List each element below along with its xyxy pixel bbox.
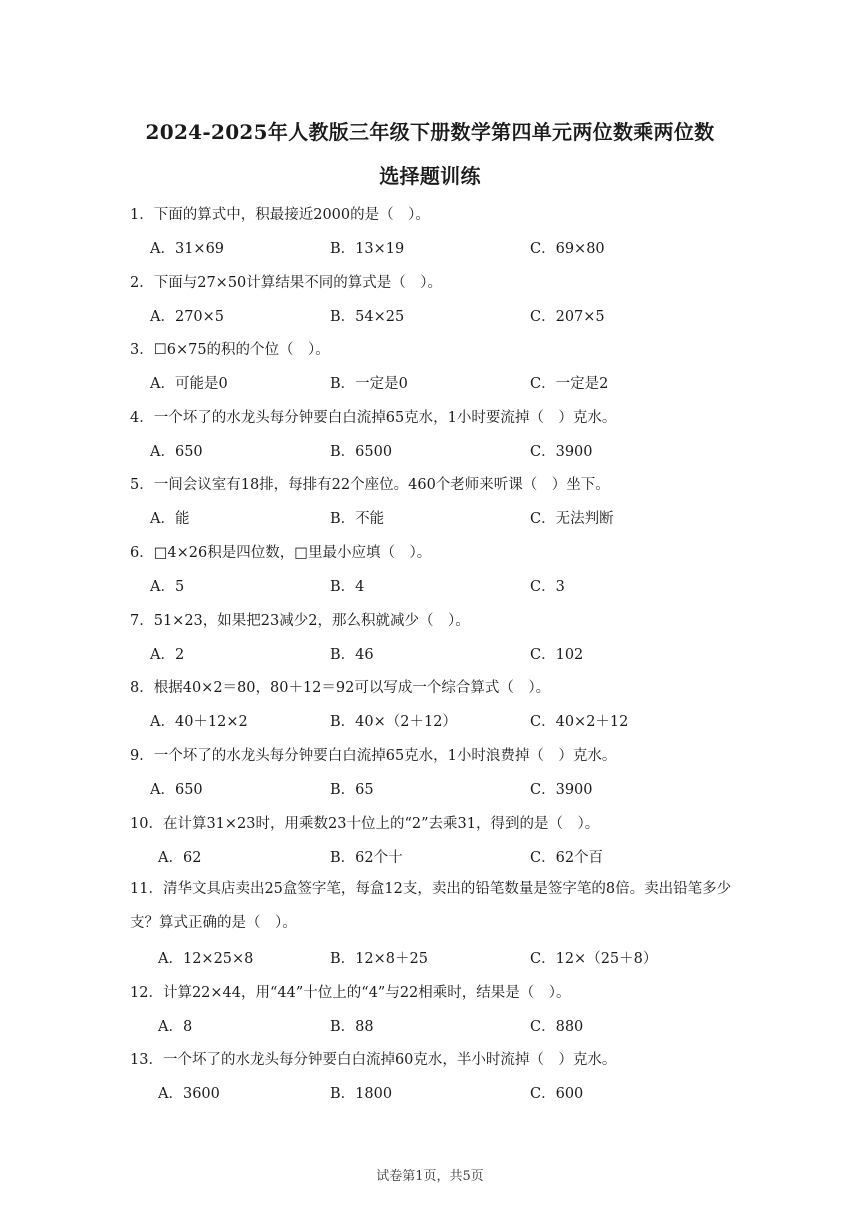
page-footer: 试卷第1页，共5页 <box>376 1169 484 1184</box>
question-4: 4．一个坏了的水龙头每分钟要白白流掉65克水，1小时要流掉（ ）克水。 <box>130 410 617 426</box>
question-11: 11．清华文具店卖出25盒签字笔，每盒12支，卖出的铅笔数量是签字笔的8倍。卖出铅笔多少支？算式正确的是（ ）。 <box>130 881 732 931</box>
q5-option-a: A．能 <box>150 511 190 527</box>
q7-option-a: A．2 <box>150 647 185 663</box>
q8-option-c: C．40×2＋12 <box>530 714 629 730</box>
question-7: 7．51×23，如果把23减少2，那么积就减少（ ）。 <box>130 613 470 629</box>
question-12: 12．计算22×44，用“44”十位上的“4”与22相乘时，结果是（ ）。 <box>130 985 571 1001</box>
question-9: 9．一个坏了的水龙头每分钟要白白流掉65克水，1小时浪费掉（ ）克水。 <box>130 748 617 764</box>
q12-option-c: C．880 <box>530 1019 584 1035</box>
q6-option-c: C．3 <box>530 579 565 595</box>
q9-option-b: B．65 <box>330 782 374 798</box>
q1-option-c: C．69×80 <box>530 241 605 257</box>
page-subtitle: 选择题训练 <box>379 164 481 188</box>
q6-option-b: B．4 <box>330 579 365 595</box>
q1-option-a: A．31×69 <box>150 241 225 257</box>
q10-option-c: C．62个百 <box>530 850 604 866</box>
q3-option-a: A．可能是0 <box>150 376 228 392</box>
question-1: 1．下面的算式中，积最接近2000的是（ ）。 <box>130 207 430 223</box>
question-8: 8．根据40×2＝80，80＋12＝92可以写成一个综合算式（ ）。 <box>130 680 551 696</box>
q4-option-c: C．3900 <box>530 444 593 460</box>
q13-option-c: C．600 <box>530 1086 584 1102</box>
q10-option-b: B．62个十 <box>330 850 403 866</box>
q4-option-a: A．650 <box>150 444 203 460</box>
q6-option-a: A．5 <box>150 579 185 595</box>
q11-option-c: C．12×（25＋8） <box>530 951 658 967</box>
q9-option-c: C．3900 <box>530 782 593 798</box>
q1-option-b: B．13×19 <box>330 241 405 257</box>
q7-option-c: C．102 <box>530 647 584 663</box>
q2-option-a: A．270×5 <box>150 309 225 325</box>
q4-option-b: B．6500 <box>330 444 393 460</box>
question-5: 5．一间会议室有18排，每排有22个座位。460个老师来听课（ ）坐下。 <box>130 477 610 493</box>
q9-option-a: A．650 <box>150 782 203 798</box>
question-13: 13．一个坏了的水龙头每分钟要白白流掉60克水，半小时流掉（ ）克水。 <box>130 1052 617 1068</box>
q11-option-b: B．12×8＋25 <box>330 951 428 967</box>
q3-option-b: B．一定是0 <box>330 376 408 392</box>
page-title: 2024-2025年人教版三年级下册数学第四单元两位数乘两位数 <box>145 120 715 144</box>
q10-option-a: A．62 <box>158 850 202 866</box>
question-2: 2．下面与27×50计算结果不同的算式是（ ）。 <box>130 275 443 291</box>
q13-option-b: B．1800 <box>330 1086 393 1102</box>
question-6: 6．□4×26积是四位数，□里最小应填（ ）。 <box>130 545 432 561</box>
q8-option-a: A．40＋12×2 <box>150 714 248 730</box>
question-10: 10．在计算31×23时，用乘数23十位上的“2”去乘31，得到的是（ ）。 <box>130 816 600 832</box>
q5-option-b: B．不能 <box>330 511 385 527</box>
q5-option-c: C．无法判断 <box>530 511 614 527</box>
q11-option-a: A．12×25×8 <box>158 951 254 967</box>
question-3: 3．☐6×75的积的个位（ ）。 <box>130 342 330 358</box>
q2-option-b: B．54×25 <box>330 309 405 325</box>
q7-option-b: B．46 <box>330 647 374 663</box>
q8-option-b: B．40×（2＋12） <box>330 714 457 730</box>
q3-option-c: C．一定是2 <box>530 376 609 392</box>
q12-option-a: A．8 <box>158 1019 193 1035</box>
q13-option-a: A．3600 <box>158 1086 220 1102</box>
q12-option-b: B．88 <box>330 1019 374 1035</box>
q2-option-c: C．207×5 <box>530 309 605 325</box>
